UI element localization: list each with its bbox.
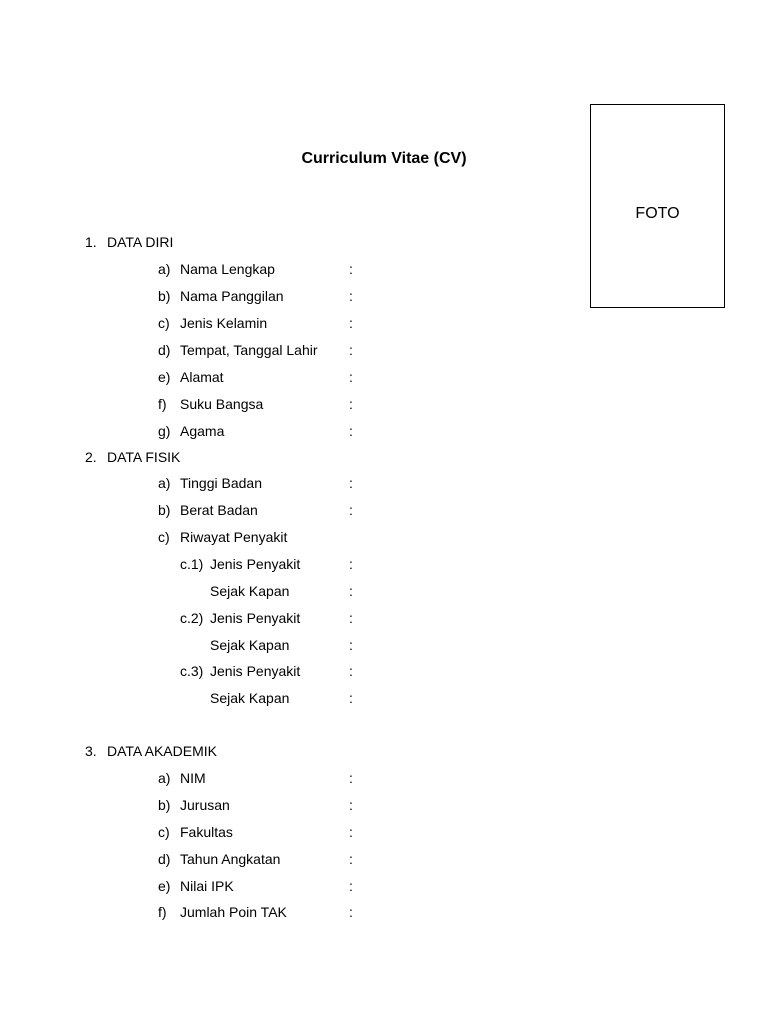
field-marker: g): [158, 423, 171, 439]
field-colon: :: [349, 261, 353, 277]
field-label: Fakultas: [180, 824, 233, 840]
section-number: 1.: [85, 234, 97, 250]
section-heading-data-akademik: [0, 741, 768, 761]
section-number: 2.: [85, 449, 97, 465]
field-agama: [0, 421, 768, 441]
field-alamat: [0, 367, 768, 387]
subfield-sejak-kapan-3: [0, 688, 768, 708]
subfield-marker: c.3): [180, 663, 204, 679]
field-label: Tinggi Badan: [180, 475, 262, 491]
field-marker: a): [158, 261, 171, 277]
document-title: Curriculum Vitae (CV): [301, 150, 467, 167]
field-label: Nama Panggilan: [180, 288, 284, 304]
subfield-marker: c.2): [180, 610, 204, 626]
field-nilai-ipk: [0, 876, 768, 896]
subfield-sejak-kapan-1: [0, 581, 768, 601]
field-colon: :: [349, 797, 353, 813]
field-tempat-tanggal-lahir: [0, 340, 768, 360]
field-nim: [0, 768, 768, 788]
subfield-jenis-penyakit-3: [0, 661, 768, 681]
field-colon: :: [349, 824, 353, 840]
field-marker: d): [158, 851, 171, 867]
section-heading-data-fisik: [0, 447, 768, 467]
field-colon: :: [349, 770, 353, 786]
field-colon: :: [349, 475, 353, 491]
field-colon: :: [349, 556, 353, 572]
section-title: DATA DIRI: [107, 234, 174, 250]
field-label: Nilai IPK: [180, 878, 234, 894]
field-label: Riwayat Penyakit: [180, 529, 288, 545]
field-label: Jurusan: [180, 797, 230, 813]
field-marker: e): [158, 369, 171, 385]
field-riwayat-penyakit: [0, 527, 768, 547]
subfield-label: Sejak Kapan: [210, 583, 290, 599]
field-marker: b): [158, 797, 171, 813]
field-jurusan: [0, 795, 768, 815]
subfield-jenis-penyakit-2: [0, 608, 768, 628]
field-jumlah-poin-tak: [0, 902, 768, 922]
field-marker: e): [158, 878, 171, 894]
field-label: Jenis Kelamin: [180, 315, 268, 331]
field-fakultas: [0, 822, 768, 842]
field-colon: :: [349, 690, 353, 706]
field-colon: :: [349, 851, 353, 867]
field-label: Nama Lengkap: [180, 261, 275, 277]
field-marker: a): [158, 770, 171, 786]
field-colon: :: [349, 342, 353, 358]
field-nama-panggilan: [0, 286, 768, 306]
field-marker: c): [158, 529, 170, 545]
field-label: Suku Bangsa: [180, 396, 264, 412]
field-colon: :: [349, 423, 353, 439]
field-berat-badan: [0, 500, 768, 520]
field-marker: f): [158, 904, 167, 920]
field-label: NIM: [180, 770, 206, 786]
field-label: Berat Badan: [180, 502, 258, 518]
field-nama-lengkap: [0, 259, 768, 279]
photo-label: FOTO: [635, 205, 680, 222]
subfield-label: Jenis Penyakit: [210, 556, 301, 572]
field-marker: f): [158, 396, 167, 412]
field-label: Tempat, Tanggal Lahir: [180, 342, 318, 358]
section-number: 3.: [85, 743, 97, 759]
field-tinggi-badan: [0, 473, 768, 493]
subfield-sejak-kapan-2: [0, 635, 768, 655]
field-colon: :: [349, 502, 353, 518]
section-title: DATA FISIK: [107, 449, 181, 465]
section-title: DATA AKADEMIK: [107, 743, 217, 759]
field-colon: :: [349, 583, 353, 599]
section-heading-data-diri: [0, 232, 768, 252]
field-marker: d): [158, 342, 171, 358]
field-tahun-angkatan: [0, 849, 768, 869]
subfield-jenis-penyakit-1: [0, 554, 768, 574]
field-colon: :: [349, 663, 353, 679]
field-jenis-kelamin: [0, 313, 768, 333]
field-label: Agama: [180, 423, 225, 439]
field-colon: :: [349, 396, 353, 412]
field-colon: :: [349, 637, 353, 653]
subfield-label: Jenis Penyakit: [210, 663, 301, 679]
field-suku-bangsa: [0, 394, 768, 414]
field-colon: :: [349, 315, 353, 331]
field-marker: c): [158, 315, 170, 331]
field-label: Tahun Angkatan: [180, 851, 281, 867]
subfield-label: Jenis Penyakit: [210, 610, 301, 626]
field-label: Alamat: [180, 369, 224, 385]
field-colon: :: [349, 288, 353, 304]
field-marker: a): [158, 475, 171, 491]
field-marker: b): [158, 502, 171, 518]
field-label: Jumlah Poin TAK: [180, 904, 287, 920]
subfield-label: Sejak Kapan: [210, 637, 290, 653]
field-colon: :: [349, 610, 353, 626]
field-marker: b): [158, 288, 171, 304]
field-colon: :: [349, 904, 353, 920]
field-colon: :: [349, 369, 353, 385]
subfield-marker: c.1): [180, 556, 204, 572]
field-colon: :: [349, 878, 353, 894]
subfield-label: Sejak Kapan: [210, 690, 290, 706]
field-marker: c): [158, 824, 170, 840]
